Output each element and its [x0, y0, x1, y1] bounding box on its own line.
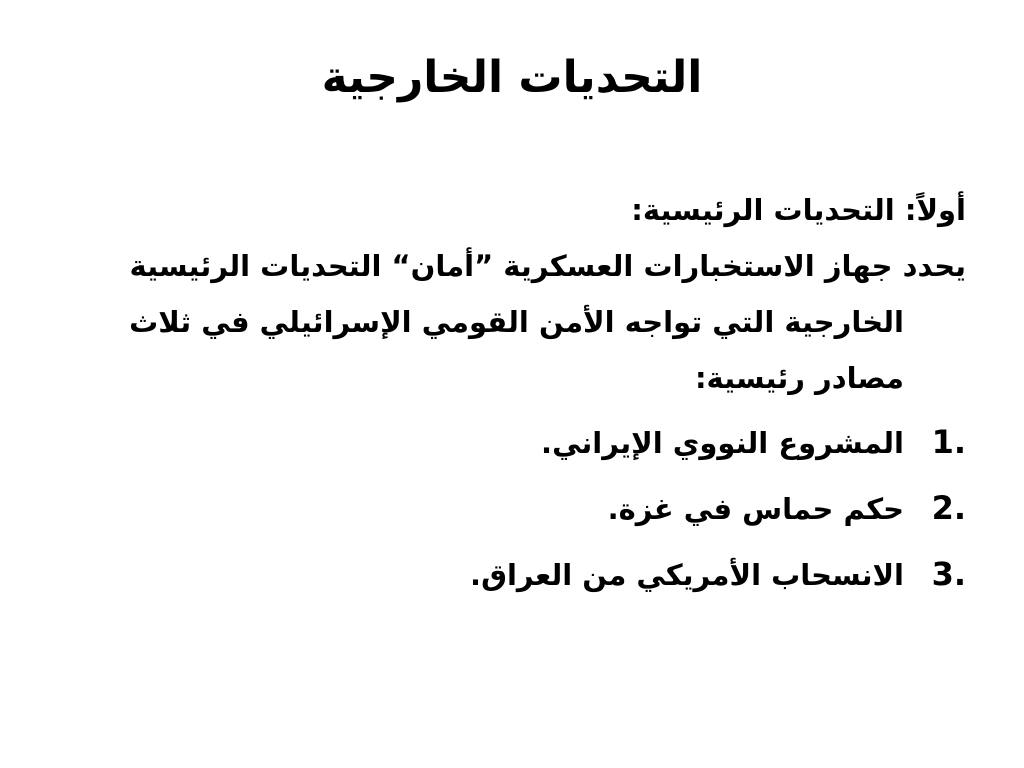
paragraph-first-line: يحدد جهاز الاستخبارات العسكرية ”أمان“ التحديات الرئيسية — [129, 249, 966, 283]
paragraph-continuation: الخارجية التي تواجه الأمن القومي الإسرائيلي في ثلاث مصادر رئيسية: — [129, 305, 904, 395]
list-item-number: 1. — [931, 423, 966, 461]
slide-title: التحديات الخارجية — [321, 52, 703, 103]
challenges-list — [71, 414, 966, 603]
list-item-text: الانسحاب الأمريكي من العراق. — [470, 558, 904, 592]
list-item-number: 3. — [931, 555, 966, 593]
section-subheading: أولاً: التحديات الرئيسية: — [631, 193, 966, 227]
list-item — [71, 480, 966, 537]
list-item-text: المشروع النووي الإيراني. — [541, 426, 904, 460]
intro-paragraph — [71, 238, 966, 406]
slide-content — [71, 182, 966, 612]
list-item-text: حكم حماس في غزة. — [607, 492, 904, 526]
list-item-number: 2. — [931, 489, 966, 527]
list-item — [71, 546, 966, 603]
list-item — [71, 414, 966, 471]
